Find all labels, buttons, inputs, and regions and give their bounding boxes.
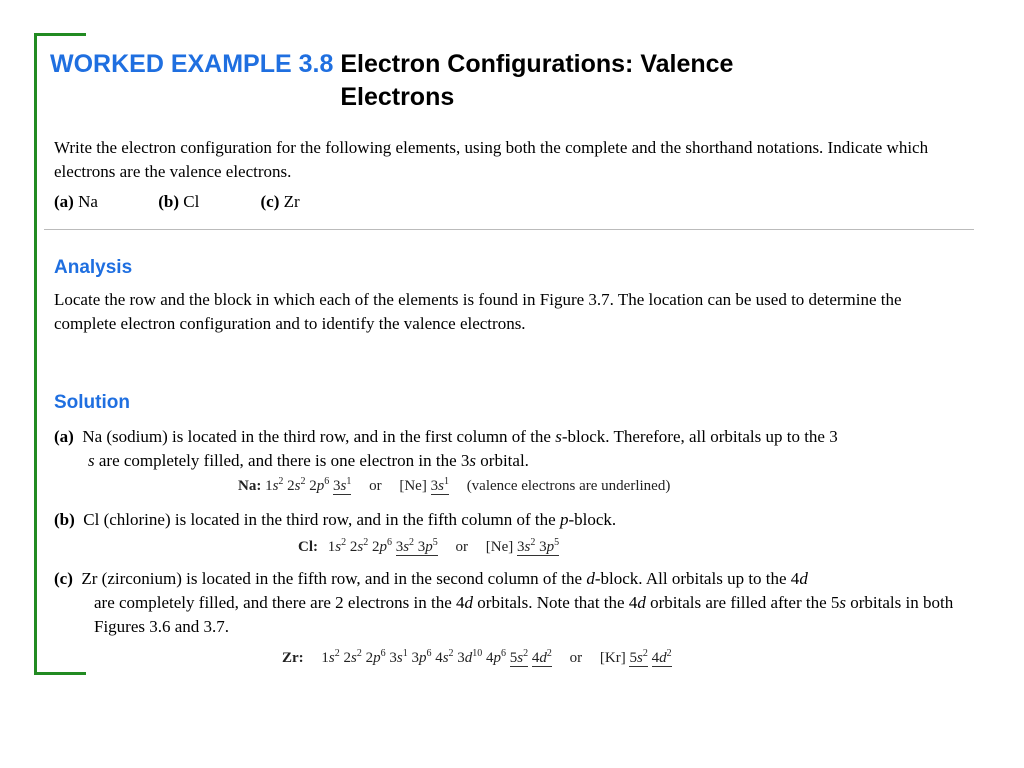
config-zr: Zr: $1s^2$ $2s^2$ $2p^6$ $3s^1$ $3p^6$ $4s^2$ $3d^{10}$ $4p^6$ $5s^2$ $4d^2$ or [Kr] $5s^2$ $4d^2$ [282,648,672,666]
solution-item-c [54,567,964,591]
intro-text: Write the electron configuration for the following elements, using both the complete and the shorthand notations. Indicate which electrons are the valence electrons. [54,138,929,181]
part-b [158,190,256,214]
part-b-element: Cl [183,192,200,211]
solution-c-italic-4: d [637,593,646,612]
part-a [54,190,154,214]
config-zr-valence-d-short: $4d^2$ [651,648,672,666]
config-zr-valence-d: $4d^2$ [531,648,552,666]
config-zr-symbol: Zr: [282,650,304,666]
solution-a-italic-2: s [88,451,95,470]
solution-a-italic-3: s [469,451,477,470]
part-c [261,190,300,214]
solution-c-text-1: Zr (zirconium) is located in the fifth row, and in the second column of the [81,569,587,588]
part-c-letter: (c) [260,192,280,211]
config-na-note: (valence electrons are underlined) [466,478,671,494]
config-cl-core: [Ne] [485,539,514,555]
solution-a-text-2: -block. Therefore, all orbitals up to the 3 [561,427,838,446]
solution-a-text-1: Na (sodium) is located in the third row, and in the first column of the [82,427,556,446]
analysis-heading: Analysis [54,257,133,278]
solution-heading: Solution [54,392,130,413]
frame-left-bar [34,33,37,675]
solution-b-text-1: Cl (chlorine) is located in the third row, and in the fifth column of the [83,510,560,529]
frame-bottom-tick [34,672,86,675]
part-a-letter: (a) [54,192,74,211]
solution-c-text-5: orbitals are filled after the 5 [645,593,840,612]
config-cl-valence: $3s^2$ $3p^5$ [395,537,438,555]
config-cl: Cl: $1s^2$ $2s^2$ $2p^6$ $3s^2$ $3p^5$ or [Ne] $3s^2$ $3p^5$ [298,537,560,555]
solution-a-label: (a) [54,427,74,446]
solution-b-label: (b) [54,510,75,529]
config-zr-valence-s-short: $5s^2$ [629,648,648,666]
solution-c-italic-1: d [586,569,595,588]
solution-c-italic-2: d [799,569,808,588]
config-na-valence: $3s^1$ [333,476,352,494]
config-zr-core: [Kr] [599,650,626,666]
config-cl-symbol: Cl: [298,539,318,555]
solution-b-italic-1: p [559,510,569,529]
config-na-symbol: Na: [238,478,262,494]
parts-list [54,190,300,214]
analysis-text: Locate the row and the block in which each of the elements is found in Figure 3.7. The location can be used to determine the complete electron configuration and to identify the valence electrons. [54,290,902,333]
config-zr-valence-s: $5s^2$ [509,648,529,666]
solution-item-c-cont [94,591,974,639]
part-b-letter: (b) [158,192,180,211]
config-cl-valence-short: $3s^2$ $3p^5$ [517,537,560,555]
solution-item-b [54,508,964,532]
config-na-valence-short: $3s^1$ [430,476,449,494]
solution-a-italic-1: s [555,427,562,446]
solution-c-label: (c) [54,569,73,588]
config-cl-or: or [455,539,469,555]
solution-c-italic-5: s [839,593,846,612]
solution-c-text-3: are completely filled, and there are 2 electrons in the 4 [94,593,465,612]
worked-example-label: WORKED EXAMPLE 3.8 [50,50,334,78]
config-na-core: [Ne] [399,478,427,494]
solution-a-text-4: orbital. [476,451,529,470]
solution-item-a-cont [88,449,968,473]
part-c-element: Zr [283,192,300,211]
config-na-or: or [369,478,382,494]
frame-top-tick [34,33,86,36]
config-na: Na: $1s^2$ $2s^2$ $2p^6$ $3s^1$ or [Ne] $3s^1$ (valence electrons are underlined) [238,476,671,494]
config-zr-or: or [569,650,583,666]
title-heading: Electron Configurations: Valence Electrons [340,50,734,111]
divider [44,229,974,230]
solution-c-text-4: orbitals. Note that the 4 [473,593,638,612]
page-title [50,48,850,114]
solution-c-italic-3: d [464,593,474,612]
solution-c-text-6: orbitals in both Figures 3.6 and 3.7. [94,593,954,636]
solution-item-a [54,425,964,449]
solution-a-text-3: are completely filled, and there is one electron in the 3 [94,451,470,470]
part-a-element: Na [78,192,98,211]
solution-c-text-2: -block. All orbitals up to the 4 [594,569,800,588]
solution-b-text-2: -block. [568,510,617,529]
